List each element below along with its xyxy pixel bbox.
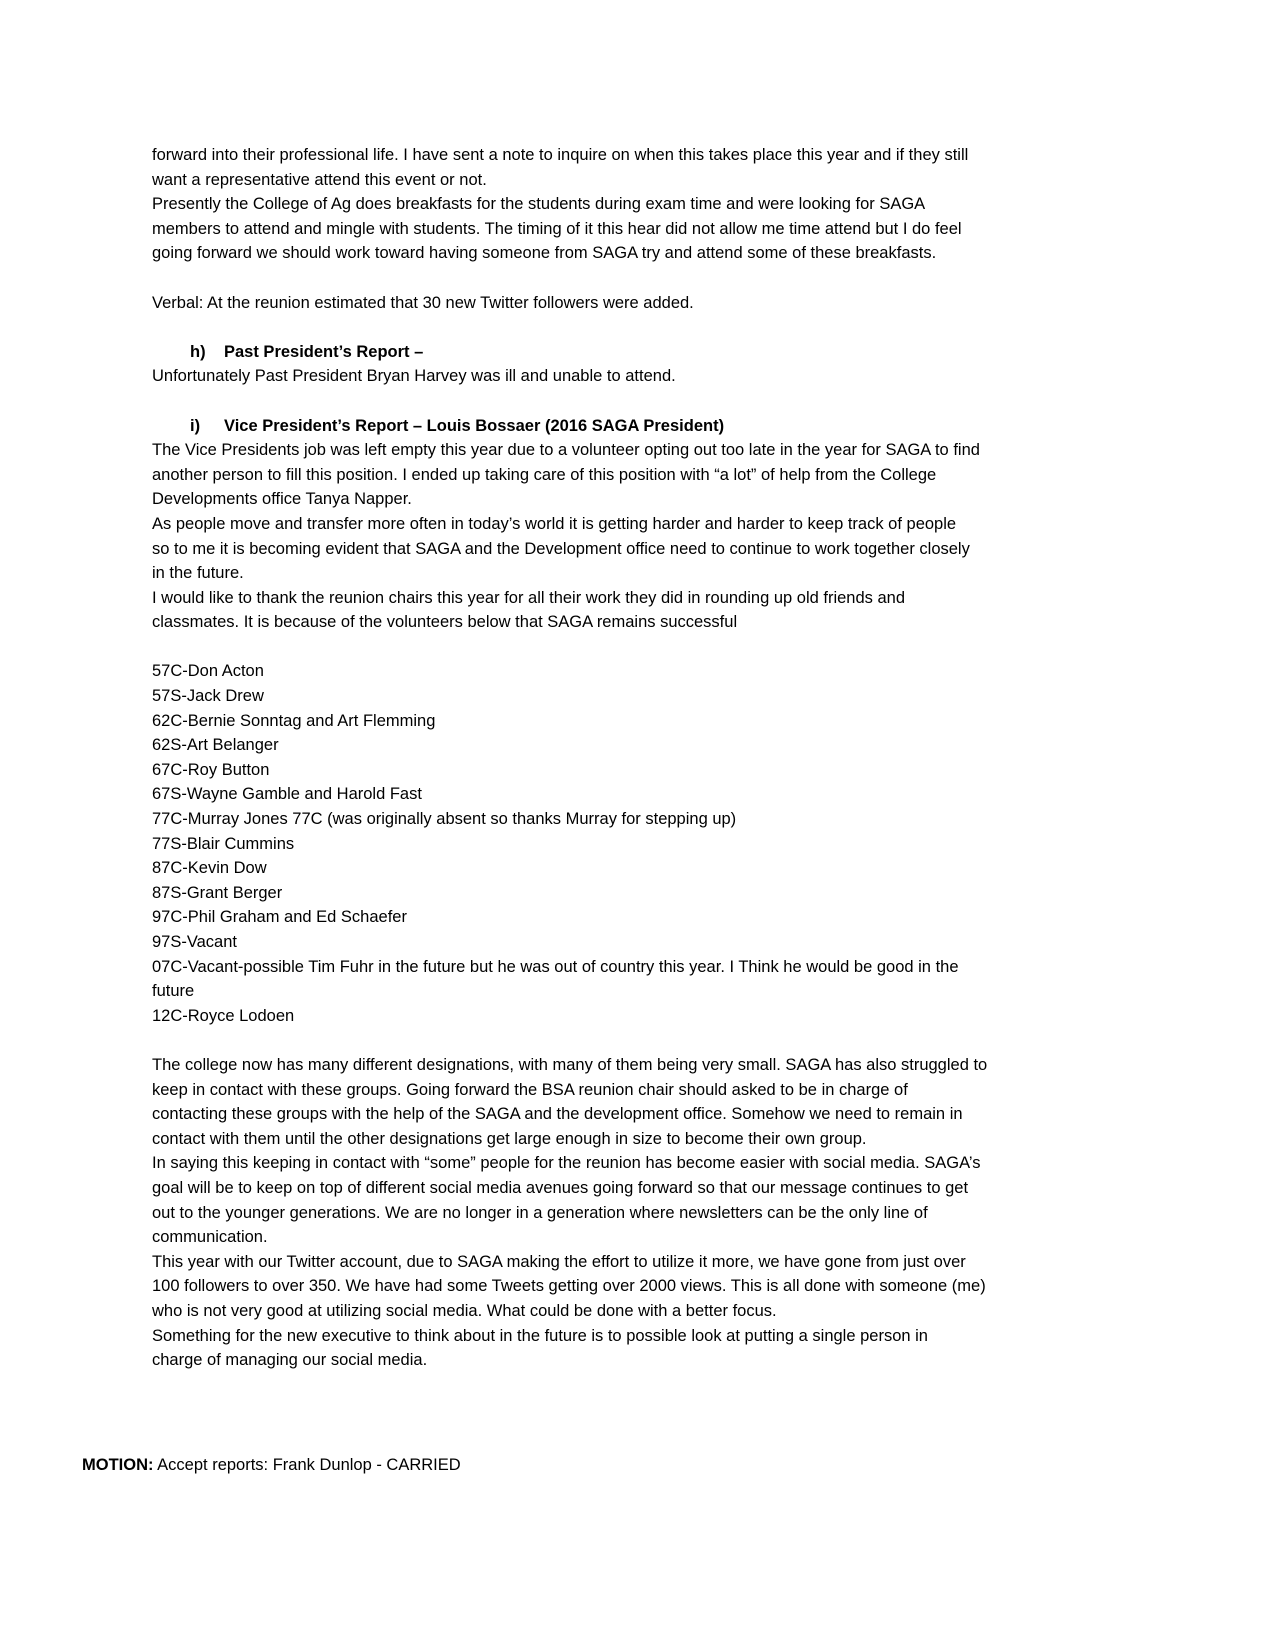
closing-line: In saying this keeping in contact with “some” people for the reunion has become easier with social media. SAGA’s bbox=[152, 1154, 981, 1173]
volunteer-item: 87C-Kevin Dow bbox=[152, 859, 267, 878]
section-h-title: Past President’s Report – bbox=[224, 342, 424, 361]
section-i-line: classmates. It is because of the volunteers below that SAGA remains successful bbox=[152, 613, 738, 632]
section-h-marker: h) bbox=[190, 342, 206, 361]
closing-line: Something for the new executive to think about in the future is to possible look at putting a single person in bbox=[152, 1326, 928, 1345]
section-i-line: I would like to thank the reunion chairs this year for all their work they did in rounding up old friends and bbox=[152, 588, 906, 607]
section-i-marker: i) bbox=[190, 416, 201, 435]
volunteer-item: 97C-Phil Graham and Ed Schaefer bbox=[152, 908, 407, 927]
volunteer-item: 77S-Blair Cummins bbox=[152, 834, 295, 853]
closing-line: goal will be to keep on top of different social media avenues going forward so that our message continues to get bbox=[152, 1178, 969, 1197]
intro-line: forward into their professional life. I have sent a note to inquire on when this takes place this year and if they still bbox=[152, 146, 969, 164]
section-i-line: so to me it is becoming evident that SAGA and the Development office need to continue to work together closely bbox=[152, 539, 970, 558]
section-h-body: Unfortunately Past President Bryan Harvey was ill and unable to attend. bbox=[152, 367, 676, 386]
closing-line: The college now has many different designations, with many of them being very small. SAGA has also struggled to bbox=[152, 1055, 988, 1074]
verbal-note: Verbal: At the reunion estimated that 30 new Twitter followers were added. bbox=[152, 293, 694, 312]
intro-line: want a representative attend this event or not. bbox=[152, 170, 487, 189]
section-i-line: As people move and transfer more often in today’s world it is getting harder and harder to keep track of people bbox=[152, 514, 957, 533]
closing-line: This year with our Twitter account, due to SAGA making the effort to utilize it more, we have gone from just over bbox=[152, 1252, 966, 1271]
closing-line: contact with them until the other designations get large enough in size to become their own group. bbox=[152, 1129, 867, 1148]
volunteer-item: 12C-Royce Lodoen bbox=[152, 1006, 295, 1025]
volunteer-item: 07C-Vacant-possible Tim Fuhr in the future but he was out of country this year. I Think he would be good in the bbox=[152, 957, 959, 976]
section-h-heading bbox=[190, 340, 1092, 365]
section-i-line: another person to fill this position. I ended up taking care of this position with “a lot” of help from the College bbox=[152, 465, 937, 484]
intro-line: Presently the College of Ag does breakfasts for the students during exam time and were looking for SAGA bbox=[152, 195, 926, 214]
volunteer-item: 57C-Don Acton bbox=[152, 662, 264, 681]
section-i-line: in the future. bbox=[152, 564, 244, 583]
motion-text: Accept reports: Frank Dunlop - CARRIED bbox=[153, 1456, 461, 1474]
section-i-heading bbox=[190, 414, 1092, 439]
volunteer-item: future bbox=[152, 982, 195, 1001]
section-i-line: Developments office Tanya Napper. bbox=[152, 490, 412, 509]
closing-line: who is not very good at utilizing social media. What could be done with a better focus. bbox=[152, 1301, 777, 1320]
volunteer-item: 97S-Vacant bbox=[152, 933, 237, 951]
closing-line: communication. bbox=[152, 1228, 268, 1247]
closing-line: keep in contact with these groups. Going forward the BSA reunion chair should asked to be in charge of bbox=[152, 1080, 908, 1099]
volunteer-item: 62C-Bernie Sonntag and Art Flemming bbox=[152, 711, 436, 730]
intro-line: going forward we should work toward having someone from SAGA try and attend some of these breakfasts. bbox=[152, 244, 937, 263]
volunteer-item: 87S-Grant Berger bbox=[152, 883, 283, 902]
closing-line: charge of managing our social media. bbox=[152, 1351, 428, 1370]
motion-label: MOTION: bbox=[82, 1456, 154, 1474]
volunteer-item: 77C-Murray Jones 77C (was originally absent so thanks Murray for stepping up) bbox=[152, 810, 737, 829]
closing-line: out to the younger generations. We are no longer in a generation where newsletters can be the only line of bbox=[152, 1203, 928, 1222]
section-i-line: The Vice Presidents job was left empty this year due to a volunteer opting out too late in the year for SAGA to find bbox=[152, 441, 980, 460]
volunteer-item: 67S-Wayne Gamble and Harold Fast bbox=[152, 785, 422, 804]
closing-line: contacting these groups with the help of the SAGA and the development office. Somehow we need to remain in bbox=[152, 1105, 963, 1124]
section-i-title: Vice President’s Report – Louis Bossaer (2016 SAGA President) bbox=[224, 416, 725, 435]
closing-line: 100 followers to over 350. We have had some Tweets getting over 2000 views. This is all done with someone (me) bbox=[152, 1277, 986, 1296]
volunteer-item: 62S-Art Belanger bbox=[152, 736, 279, 755]
intro-line: members to attend and mingle with students. The timing of it this hear did not allow me time attend but I do feel bbox=[152, 219, 962, 238]
volunteer-item: 67C-Roy Button bbox=[152, 760, 270, 779]
motion-line bbox=[82, 1453, 461, 1478]
document-body bbox=[152, 143, 1092, 1373]
volunteer-item: 57S-Jack Drew bbox=[152, 687, 264, 706]
